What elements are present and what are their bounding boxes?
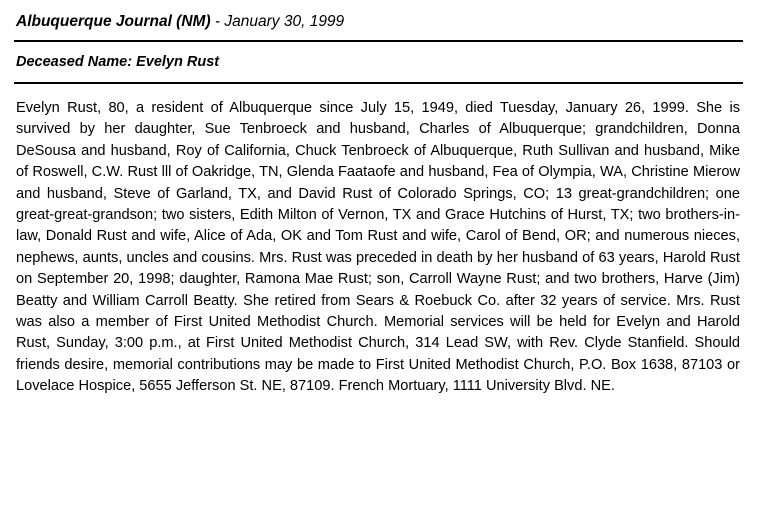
masthead [14, 10, 743, 40]
masthead-separator: - [210, 13, 225, 30]
newspaper-name: Albuquerque Journal (NM) [16, 13, 211, 30]
deceased-name-heading: Deceased Name: Evelyn Rust [16, 54, 220, 70]
obituary-text: Evelyn Rust, 80, a resident of Albuquerque since July 15, 1949, died Tuesday, January 26, 1999. She is survived by her daughter, Sue Tenbroeck and husband, Charles of Albuquerque; grandchildren, Donna DeSousa and husband, Roy of California, Chuck Tenbroeck of Albuquerque, Ruth Sullivan and husband, Mike of Roswell, C.W. Rust lll of Oakridge, TN, Glenda Faataofe and husband, Fea of Olympia, WA, Christine Mierow and husband, Steve of Garland, TX, and David Rust of Colorado Springs, CO; 13 great-grandchildren; one great-great-grandson; two sisters, Edith Milton of Vernon, TX and Grace Hutchins of Hurst, TX; two brothers-in-law, Donald Rust and wife, Alice of Ada, OK and Tom Rust and wife, Carol of Bend, OR; and numerous nieces, nephews, aunts, uncles and cousins. Mrs. Rust was preceded in death by her husband of 63 years, Harold Rust on September 20, 1998; daughter, Ramona Mae Rust; son, Carroll Wayne Rust; and two brothers, Harve (Jim) Beatty and William Carroll Beatty. She retired from Sears & Roebuck Co. after 32 years of service. Mrs. Rust was also a member of First United Methodist Church. Memorial services will be held for Evelyn and Harold Rust, Sunday, 3:00 p.m., at First United Methodist Church, 314 Lead SW, with Rev. Clyde Stanfield. Should friends desire, memorial contributions may be made to First United Methodist Church, P.O. Box 1638, 87103 or Lovelace Hospice, 5655 Jefferson St. NE, 87109. French Mortuary, 1111 University Blvd. NE. [16, 100, 740, 395]
publication-date: January 30, 1999 [224, 13, 345, 30]
